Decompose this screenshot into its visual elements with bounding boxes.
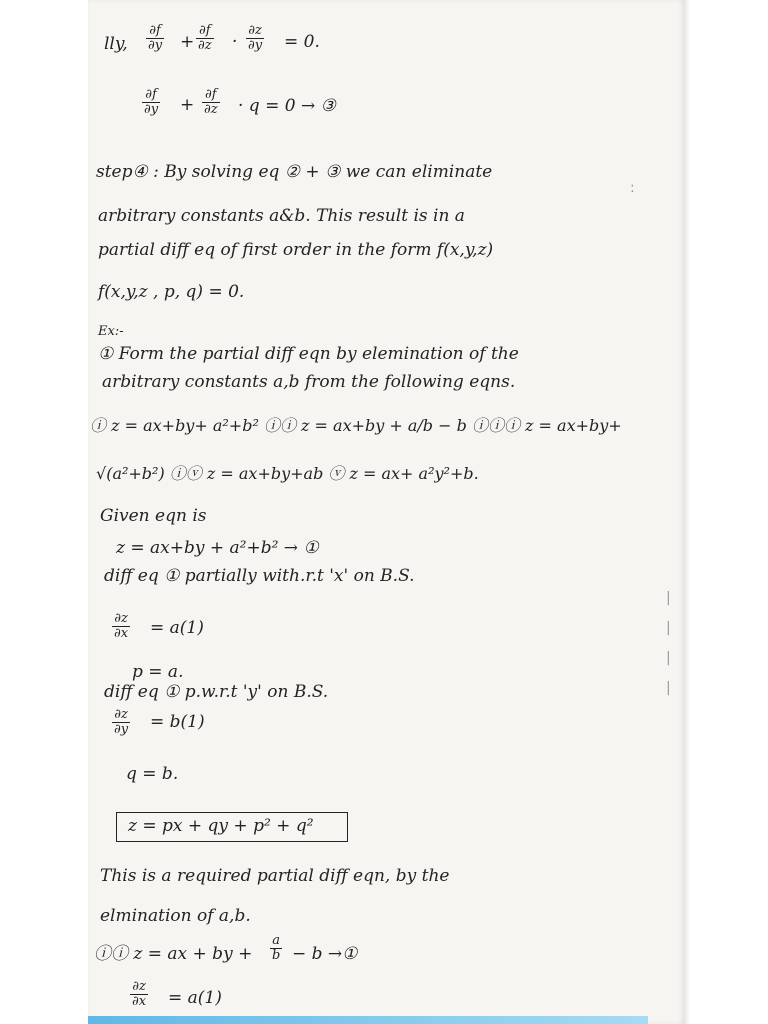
line-1-fraction-3: $\frac{\partial z}{\partial y}$ — [248, 23, 263, 53]
diff-wrt-y-line: diff eq ① p.w.r.t 'y' on B.S. — [104, 682, 329, 702]
line-2-plus: + — [180, 95, 195, 115]
example-ii-prefix: ⓘⓘ z = ax + by + — [94, 944, 253, 964]
example-ii-tail: − b →① — [292, 944, 358, 964]
conclusion-line-2: elmination of a,b. — [100, 906, 251, 926]
line-1-fraction-2: $\frac{\partial f}{\partial z}$ — [198, 23, 212, 53]
scan-edge-strip — [88, 1016, 648, 1024]
problem-statement-line-1: ① Form the partial diff eqn by elemination of the — [98, 344, 519, 364]
problem-statement-line-2: arbitrary constants a,b from the following eqns. — [102, 372, 516, 392]
example-heading: Ex:- — [98, 324, 124, 339]
conclusion-line-1: This is a required partial diff eqn, by the — [100, 866, 450, 886]
example-ii-dz-dx-fraction: $\frac{\partial z}{\partial x}$ — [132, 979, 147, 1009]
boxed-pde-result: z = px + qy + p² + q² — [128, 816, 314, 836]
margin-mark: : — [630, 180, 635, 196]
general-form-line: f(x,y,z , p, q) = 0. — [98, 282, 245, 302]
dz-dy-result: = b(1) — [150, 712, 205, 732]
margin-mark: | — [666, 620, 671, 636]
example-ii-dz-dx-result: = a(1) — [168, 988, 222, 1008]
line-2-tail: · q = 0 → ③ — [238, 96, 336, 116]
diff-wrt-x-line: diff eq ① partially with.r.t 'x' on B.S. — [104, 566, 415, 586]
page-edge — [684, 0, 690, 1024]
q-equals-b: q = b. — [126, 764, 179, 784]
line-1-plus: + — [180, 32, 195, 52]
line-2-fraction-1: $\frac{\partial f}{\partial y}$ — [144, 87, 159, 117]
line-2-fraction-2: $\frac{\partial f}{\partial z}$ — [204, 87, 218, 117]
line-1-fraction-1: $\frac{\partial f}{\partial y}$ — [148, 23, 163, 53]
partial-diff-line: partial diff eq of first order in the form f(x,y,z) — [98, 240, 494, 260]
equations-list-line-1: ⓘ z = ax+by+ a²+b² ⓘⓘ z = ax+by + a/b − b ⓘⓘⓘ z = ax+by+ — [90, 416, 622, 435]
equations-list-line-2: √(a²+b²) ⓘⓥ z = ax+by+ab ⓥ z = ax+ a²y²+b. — [96, 464, 479, 483]
margin-mark: | — [666, 650, 671, 666]
line-1-prefix: lly, — [104, 34, 128, 54]
dz-dx-fraction: $\frac{\partial z}{\partial x}$ — [114, 611, 129, 641]
dz-dx-result: = a(1) — [150, 618, 204, 638]
dz-dy-fraction: $\frac{\partial z}{\partial y}$ — [114, 707, 129, 737]
line-1-dot: · — [232, 32, 238, 52]
given-equation: z = ax+by + a²+b² → ① — [116, 538, 319, 558]
step-4-line: step④ : By solving eq ② + ③ we can eliminate — [96, 162, 493, 182]
example-ii-fraction: $\frac{a}{b}$ — [272, 933, 281, 963]
arbitrary-constants-line: arbitrary constants a&b. This result is in a — [98, 206, 465, 226]
margin-mark: | — [666, 680, 671, 696]
p-equals-a: p = a. — [132, 662, 184, 682]
given-eqn-heading: Given eqn is — [100, 506, 207, 526]
margin-mark: | — [666, 590, 671, 606]
line-1-tail: = 0. — [284, 32, 320, 52]
